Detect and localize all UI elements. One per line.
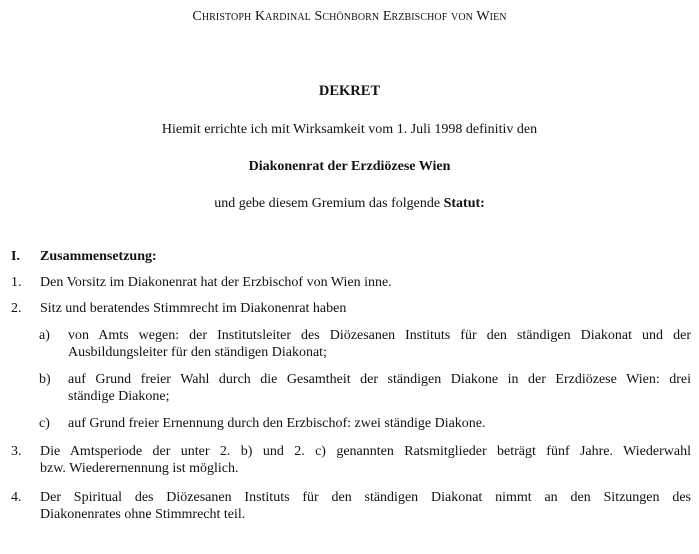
list-item-1 <box>11 274 691 291</box>
sub-item-letter: b) <box>39 372 51 387</box>
issuer-header: Christoph Kardinal Schönborn Erzbischof von Wien <box>192 9 507 24</box>
section-title: Zusammensetzung: <box>40 249 157 264</box>
sub-item-line-2: ständige Diakone; <box>68 389 170 404</box>
item-number: 4. <box>11 490 22 505</box>
statute-intro-line <box>0 195 699 212</box>
sub-item-c <box>39 415 691 432</box>
list-item-4 <box>11 489 691 523</box>
list-item-3 <box>11 443 691 477</box>
council-name: Diakonenrat der Erzdiözese Wien <box>248 159 451 174</box>
statute-word: Statut: <box>443 196 485 211</box>
item-text: Den Vorsitz im Diakonenrat hat der Erzbischof von Wien inne. <box>40 275 392 290</box>
item-line-2: bzw. Wiederernennung ist möglich. <box>40 461 239 476</box>
item-line-1: Der Spiritual des Diözesanen Instituts für den ständigen Diakonat nimmt an den Sitzungen des <box>40 490 691 505</box>
section-number: I. <box>11 249 20 264</box>
sub-item-a <box>39 327 691 361</box>
item-number: 1. <box>11 275 22 290</box>
sub-item-letter: a) <box>39 328 50 343</box>
sub-item-line-2: Ausbildungsleiter für den ständigen Diakonat; <box>68 345 327 360</box>
decree-intro: Hiemit errichte ich mit Wirksamkeit vom 1. Juli 1998 definitiv den <box>161 122 538 137</box>
sub-item-letter: c) <box>39 416 50 431</box>
list-item-2 <box>11 300 691 317</box>
item-number: 3. <box>11 444 22 459</box>
item-line-2: Diakonenrates ohne Stimmrecht teil. <box>40 507 246 522</box>
item-text: Sitz und beratendes Stimmrecht im Diakonenrat haben <box>40 301 347 316</box>
statute-intro-text: und gebe diesem Gremium das folgende <box>214 196 441 211</box>
item-line-1: Die Amtsperiode der unter 2. b) und 2. c) genannten Ratsmitglieder beträgt fünf Jahre. Wiederwahl <box>40 444 691 459</box>
item-number: 2. <box>11 301 22 316</box>
sub-item-line-1: auf Grund freier Wahl durch die Gesamtheit der ständigen Diakone in der Erzdiözese Wien: drei <box>68 372 691 387</box>
decree-title: DEKRET <box>318 83 381 99</box>
sub-item-line-1: von Amts wegen: der Institutsleiter des Diözesanen Instituts für den ständigen Diakonat und der <box>68 328 691 343</box>
sub-item-b <box>39 371 691 405</box>
sub-item-line-1: auf Grund freier Ernennung durch den Erzbischof: zwei ständige Diakone. <box>68 416 486 431</box>
